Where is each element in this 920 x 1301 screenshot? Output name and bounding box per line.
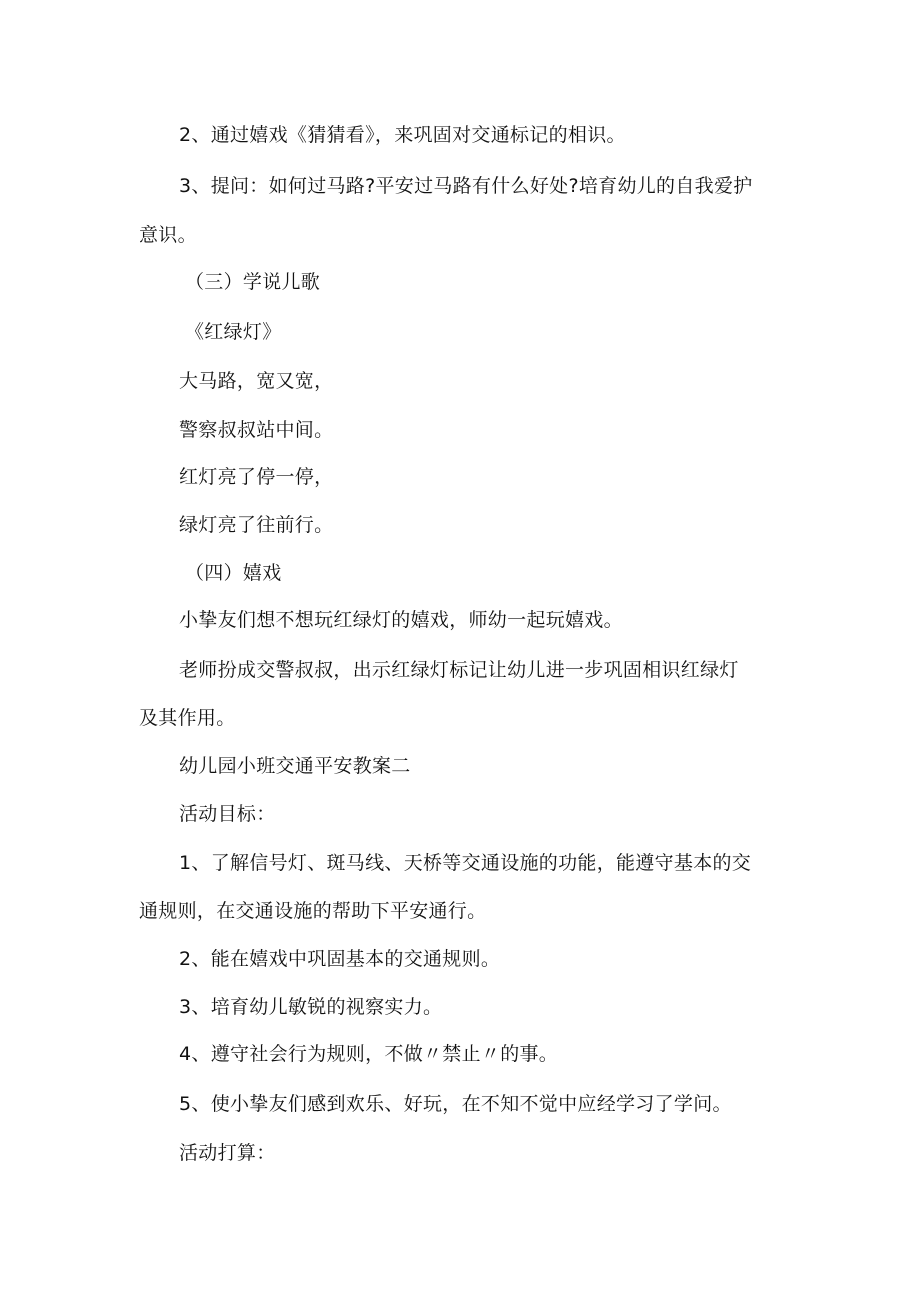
section-heading-nursery-rhyme: （三）学说儿歌 xyxy=(185,271,321,293)
lesson-plan-two-title: 幼儿园小班交通平安教案二 xyxy=(179,755,411,777)
goal-item-1: 1、了解信号灯、斑马线、天桥等交通设施的功能，能遵守基本的交 xyxy=(179,852,752,874)
rhyme-line-2: 警察叔叔站中间。 xyxy=(179,419,334,441)
goal-item-5: 5、使小挚友们感到欢乐、好玩，在不知不觉中应经学习了学问。 xyxy=(179,1093,732,1115)
text-line-question: 3、提问：如何过马路?平安过马路有什么好处?培育幼儿的自我爱护 xyxy=(179,175,753,197)
rhyme-title: 《红绿灯》 xyxy=(185,321,282,343)
rhyme-line-4: 绿灯亮了往前行。 xyxy=(179,514,334,536)
text-line-question-continued: 意识。 xyxy=(139,224,197,246)
text-line-game-guess: 2、通过嬉戏《猜猜看》，来巩固对交通标记的相识。 xyxy=(179,124,626,146)
heading-activity-goals: 活动目标： xyxy=(179,803,276,825)
text-line-teacher-role: 老师扮成交警叔叔，出示红绿灯标记让幼儿进一步巩固相识红绿灯 xyxy=(179,659,739,681)
goal-item-1-continued: 通规则，在交通设施的帮助下平安通行。 xyxy=(139,900,487,922)
goal-item-4: 4、遵守社会行为规则，不做〃禁止〃的事。 xyxy=(179,1043,559,1065)
text-line-teacher-role-continued: 及其作用。 xyxy=(139,707,236,729)
goal-item-3: 3、培育幼儿敏锐的视察实力。 xyxy=(179,996,443,1018)
goal-item-2: 2、能在嬉戏中巩固基本的交通规则。 xyxy=(179,948,501,970)
heading-activity-preparation: 活动打算： xyxy=(179,1142,276,1164)
section-heading-game: （四）嬉戏 xyxy=(185,562,282,584)
rhyme-line-1: 大马路，宽又宽， xyxy=(179,370,334,392)
text-line-game-intro: 小挚友们想不想玩红绿灯的嬉戏，师幼一起玩嬉戏。 xyxy=(179,609,623,631)
rhyme-line-3: 红灯亮了停一停， xyxy=(179,466,334,488)
